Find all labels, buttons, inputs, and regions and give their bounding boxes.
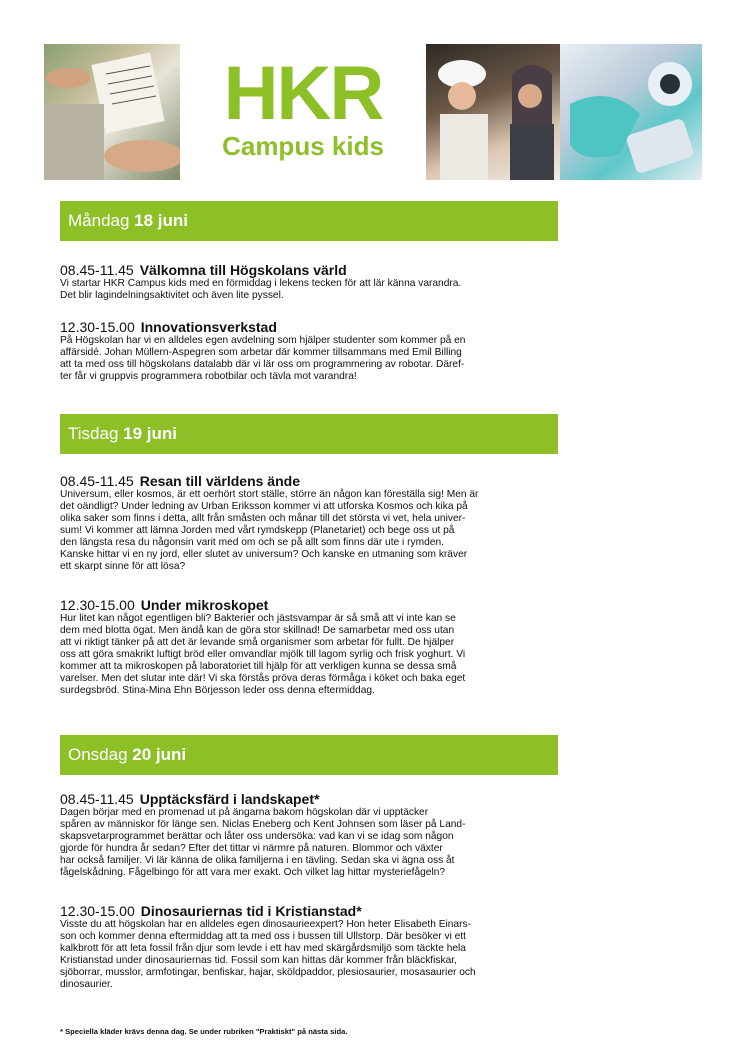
day-date: 20 juni (132, 745, 187, 764)
description-line: Dagen börjar med en promenad ut på ängarna bakom högskolan där vi upptäcker (60, 807, 429, 818)
description-line: gjorde för hundra år sedan? Efter det tittar vi närmre på naturen. Blommor och växter (60, 843, 443, 854)
description-line: Kanske hittar vi en ny jord, eller slutet av universum? Och kanske en utmaning som kräver (60, 549, 468, 560)
description-line: Universum, eller kosmos, är ett oerhört stort ställe, större än någon kan föreställa sig! Men är (60, 489, 479, 500)
event-heading (60, 319, 560, 335)
event-description (60, 919, 560, 991)
description-line: har också familjer. Vi lär känna de olika familjerna i en tävling. Sedan ska vi ägna oss åt (60, 855, 455, 866)
event-item (60, 903, 560, 991)
description-line: surdegsbröd. Stina-Mina Ehn Börjesson leder oss denna eftermiddag. (60, 685, 375, 696)
description-line: olika saker som finns i detta, allt från småsten och månar till det största vi vet, hela univer- (60, 513, 466, 524)
event-heading (60, 903, 560, 919)
description-line: att vi riktigt tänker på att det är levande små organismer som arbetar för fullt. De hjälper (60, 637, 455, 648)
description-line: sjöborrar, musslor, armfotingar, benfiskar, hajar, sköldpaddor, plesiosaurier, mosasaurier och (60, 967, 476, 978)
description-line: Visste du att högskolan har en alldeles egen dinosaurieexpert? Hon heter Elisabeth Einars- (60, 919, 471, 930)
photo-kitchen (426, 44, 560, 180)
event-title: Upptäcksfärd i landskapet* (139, 791, 320, 807)
event-time: 12.30-15.00 (60, 319, 135, 335)
day-weekday: Tisdag (68, 424, 119, 443)
page-header (44, 44, 702, 180)
logo-main-text: HKR (223, 51, 383, 136)
description-line: oss att göra smakrikt luftigt bröd eller omvandlar mjölk till lagom syrlig och frisk yoghurt. Vi (60, 649, 466, 660)
description-line: affärsidé. Johan Müllern-Aspegren som arbetar där kommer tillsammans med Emil Billing (60, 347, 462, 358)
description-line: skapsvetarprogrammet berättar och låter oss undersöka: vad kan vi se idag som någon (60, 831, 454, 842)
logo-sub-text: Campus kids (222, 131, 384, 161)
description-line: varelser. Men det slutar inte där! Vi ska förstås pröva deras förmåga i köket och baka eget (60, 673, 466, 684)
event-title: Dinosauriernas tid i Kristianstad* (140, 903, 362, 919)
event-description (60, 613, 560, 697)
event-title: Välkomna till Högskolans värld (139, 262, 347, 278)
description-line: ter får vi gruppvis programmera robotbilar och tävla mot varandra! (60, 371, 357, 382)
event-item (60, 473, 560, 573)
event-time: 08.45-11.45 (60, 791, 134, 807)
photo-laboratory (560, 44, 702, 180)
day-header-wednesday (60, 735, 558, 775)
day-weekday: Onsdag (68, 745, 128, 764)
event-heading (60, 597, 560, 613)
description-line: ett skarpt sinne för att lösa? (60, 561, 186, 572)
description-line: fågelskådning. Fågelbingo för att vara mer exakt. Och vilket lag hittar mysteriefågeln? (60, 867, 446, 878)
description-line: Hur litet kan något egentligen bli? Bakterier och jästsvampar är så små att vi inte kan se (60, 613, 456, 624)
event-time: 12.30-15.00 (60, 903, 135, 919)
description-line: På Högskolan har vi en alldeles egen avdelning som hjälper studenter som kommer på en (60, 335, 466, 346)
event-title: Resan till världens ände (139, 473, 300, 489)
event-time: 08.45-11.45 (60, 473, 134, 489)
day-date: 18 juni (134, 211, 189, 230)
day-header-monday (60, 201, 558, 241)
event-description (60, 278, 560, 302)
description-line: kommer att ta mikroskopen på laboratoriet till hjälp för att verkligen kunna se dessa små (60, 661, 457, 672)
event-description (60, 335, 560, 383)
event-item (60, 319, 560, 383)
hkr-logo (208, 51, 398, 161)
event-heading (60, 791, 560, 807)
event-item (60, 262, 560, 302)
event-description (60, 807, 560, 879)
description-line: sum! Vi kommer att lämna Jorden med vårt rymdskepp (Planetariet) och bege oss ut på (60, 525, 455, 536)
description-line: Vi startar HKR Campus kids med en förmiddag i lekens tecken för att lär känna varandra. (60, 278, 462, 289)
event-time: 12.30-15.00 (60, 597, 135, 613)
footnote: * Speciella kläder krävs denna dag. Se under rubriken "Praktiskt" på nästa sida. (60, 1027, 348, 1036)
description-line: dinosaurier. (60, 979, 113, 990)
description-line: den längsta resa du någonsin varit med om och se på allt som finns där ute i rymden. (60, 537, 444, 548)
description-line: Det blir lagindelningsaktivitet och även lite pyssel. (60, 290, 284, 301)
event-item (60, 597, 560, 697)
event-time: 08.45-11.45 (60, 262, 134, 278)
event-heading (60, 262, 560, 278)
event-title: Innovationsverkstad (140, 319, 277, 335)
description-line: det oändligt? Under ledning av Urban Eriksson kommer vi att utforska Kosmos och kika på (60, 501, 468, 512)
event-description (60, 489, 560, 573)
event-heading (60, 473, 560, 489)
day-header-tuesday (60, 414, 558, 454)
description-line: kalkbrott för att leta fossil från djur som levde i ett hav med skärgårdsmiljö som täckte hela (60, 943, 466, 954)
description-line: son och kommer denna eftermiddag att ta med oss i bussen till Ullstorp. Där besöker vi ett (60, 931, 466, 942)
event-title: Under mikroskopet (140, 597, 269, 613)
description-line: Kristianstad under dinosauriernas tid. Fossil som kan hittas där kommer från bläckfiskar, (60, 955, 457, 966)
day-date: 19 juni (123, 424, 177, 443)
description-line: dem med blotta ögat. Men ändå kan de göra stor skillnad! De samarbetar med oss utan (60, 625, 455, 636)
description-line: spåren av människor för länge sen. Niclas Eneberg och Kent Johnsen som läser på Land- (60, 819, 466, 830)
description-line: att ta med oss till högskolans datalabb där vi lär oss om programmering av robotar. Däref- (60, 359, 465, 370)
event-item (60, 791, 560, 879)
day-weekday: Måndag (68, 211, 130, 230)
photo-fieldwork (44, 44, 180, 180)
